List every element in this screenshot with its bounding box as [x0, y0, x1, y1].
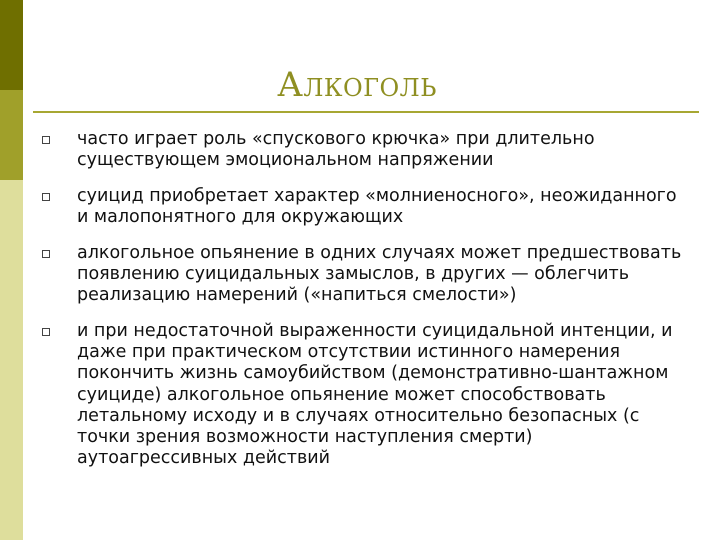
- square-bullet-icon: [42, 136, 50, 144]
- square-bullet-icon: [42, 193, 50, 201]
- side-bar-mid: [0, 90, 23, 180]
- bullet-item: [42, 243, 682, 307]
- bullet-item: [42, 129, 682, 171]
- side-bar-dark: [0, 0, 23, 90]
- square-bullet-icon: [42, 328, 50, 336]
- bullet-item: [42, 321, 682, 469]
- square-bullet-icon: [42, 250, 50, 258]
- bullet-list: [42, 129, 682, 484]
- slide-title: Алкоголь: [277, 65, 437, 105]
- bullet-item: [42, 186, 682, 228]
- bullet-text: часто играет роль «спускового крючка» при длительно существующем эмоциональном напряжении: [77, 129, 595, 171]
- bullet-text: и при недостаточной выраженности суицидальной интенции, и даже при практическом отсутствии истинного намерения покончить жизнь самоубийством (демонстративно-шантажном суициде) алкогольное опьянение может способствовать летальному исходу и в случаях относительно безопасных (с точки зрения возможности наступления смерти) аутоагрессивных действий: [77, 320, 673, 469]
- bullet-text: алкогольное опьянение в одних случаях может предшествовать появлению суицидальных замыслов, в других — облегчить реализацию намерений («напиться смелости»): [77, 242, 682, 306]
- side-bar-light: [0, 180, 23, 540]
- title-divider: [33, 111, 699, 113]
- bullet-text: суицид приобретает характер «молниеносного», неожиданного и малопонятного для окружающих: [77, 185, 677, 228]
